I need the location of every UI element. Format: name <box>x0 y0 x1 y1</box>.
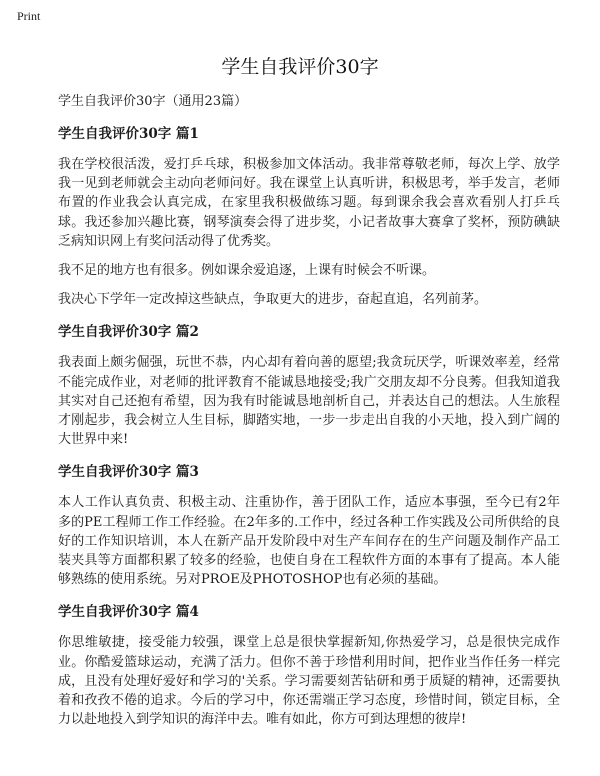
section-paragraph: 本人工作认真负责、积极主动、注重协作，善于团队工作，适应本事强，至今已有2年多的PE工程师工作工作经验。在2年多的.工作中，经过各种工作实践及公司所供给的良好的工作知识培训，本人在新产品开发阶段中对生产车间存在的生产问题及制作产品工装夹具等方面都积累了较多的经验，也使自身在工程软件方面的本事有了提高。本人能够熟练的使用系统。另对PROE及PHOTOSHOP也有必须的基础。 <box>58 495 560 588</box>
section-heading: 学生自我评价30字 篇2 <box>58 324 199 341</box>
section-4 <box>58 603 560 729</box>
section-paragraph: 我表面上颇劣倔强，玩世不恭，内心却有着向善的愿望;我贪玩厌学，听课效率差，经常不能完成作业，对老师的批评教育不能诚恳地接受;我广交朋友却不分良莠。但我知道我其实对自己还抱有希望，因为我有时能诚恳地剖析自己，并表达自己的想法。人生旅程才刚起步，我会树立人生目标，脚踏实地，一步一步走出自我的小天地，投入到广阔的大世界中来! <box>58 355 560 448</box>
section-2 <box>58 323 560 449</box>
section-heading: 学生自我评价30字 篇1 <box>58 126 199 142</box>
section-3 <box>58 463 560 589</box>
section-heading: 学生自我评价30字 篇3 <box>58 464 199 481</box>
document-content <box>58 93 560 739</box>
section-paragraph: 我决心下学年一定改掉这些缺点，争取更大的进步，奋起直追，名列前茅。 <box>58 292 488 308</box>
section-paragraph: 我不足的地方也有很多。例如课余爱追逐，上课有时候会不听课。 <box>58 263 436 279</box>
section-paragraph: 我在学校很活泼，爱打乒乓球，积极参加文体活动。我非常尊敬老师，每次上学、放学我一见到老师就会主动向老师问好。我在课堂上认真听讲，积极思考，举手发言，老师布置的作业我会认真完成，在家里我积极做练习题。每到课余我会喜欢看别人打乒乓球。我还参加兴趣比赛，钢琴演奏会得了进步奖，小记者故事大赛拿了奖杯，预防碘缺乏病知识网上有奖问活动得了优秀奖。 <box>58 157 560 249</box>
section-paragraph: 你思维敏捷，接受能力较强，课堂上总是很快掌握新知,你热爱学习，总是很快完成作业。你酷爱篮球运动，充满了活力。但你不善于珍惜利用时间，把作业当作任务一样完成，且没有处理好爱好和学习的'关系。学习需要刻苦钻研和勇于质疑的精神，还需要执着和孜孜不倦的追求。今后的学习中，你还需端正学习态度，珍惜时间，锁定目标，全力以赴地投入到学知识的海洋中去。唯有如此，你方可到达理想的彼岸! <box>58 635 560 728</box>
print-label: Print <box>17 9 41 23</box>
section-heading: 学生自我评价30字 篇4 <box>58 604 199 621</box>
document-subtitle: 学生自我评价30字（通用23篇） <box>58 94 248 109</box>
document-title: 学生自我评价30字 <box>221 56 379 78</box>
section-1 <box>58 125 560 309</box>
